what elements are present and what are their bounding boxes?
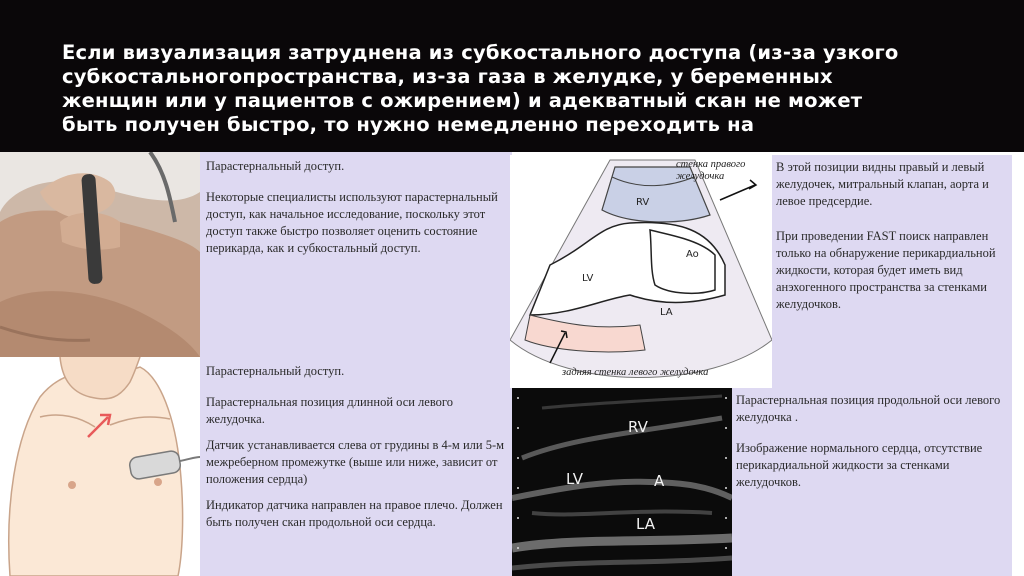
- panel-top-right-p2: При проведении FAST поиск направлен только на обнаружение перикардиальной жидкости, которая будет иметь вид анэхогенного пространства за стенками желудочков.: [776, 229, 996, 311]
- label-rv: RV: [636, 197, 650, 208]
- panel-top-left: [200, 152, 512, 357]
- header-text: Если визуализация затруднена из субкостального доступа (из-за узкого субкостальногопространства, из-за газа в желудке, у беременных женщин или у пациентов с ожирением) и адекватный скан не может быть получен быстро, то нужно немедленно переходить на: [62, 41, 899, 136]
- torso-illustration: [0, 357, 200, 576]
- panel-top-right-p1: В этой позиции видны правый и левый желудочек, митральный клапан, аорта и левое предсердие.: [776, 160, 989, 208]
- echo-label-a: A: [654, 472, 665, 490]
- panel-bottom-left-title: Парастернальный доступ.: [206, 364, 345, 378]
- heart-diagram: [510, 155, 772, 388]
- echo-label-la: LA: [636, 515, 655, 533]
- panel-top-left-title: Парастернальный доступ.: [206, 159, 345, 173]
- panel-bottom-left-p1: Парастернальная позиция длинной оси левого желудочка.: [206, 395, 453, 426]
- label-wall-right: стенка правого желудочка: [676, 159, 746, 182]
- label-ao: Ao: [686, 249, 699, 260]
- echo-label-rv: RV: [628, 418, 648, 436]
- panel-bottom-right-p2: Изображение нормального сердца, отсутствие перикардиальной жидкости за стенками желудочков.: [736, 441, 983, 489]
- panel-bottom-right-p1: Парастернальная позиция продольной оси левого желудочка .: [736, 393, 1001, 424]
- panel-top-right: [772, 155, 1012, 388]
- label-posterior-wall: задняя стенка левого желудочка: [562, 367, 709, 378]
- panel-bottom-left-p3: Индикатор датчика направлен на правое плечо. Должен быть получен скан продольной оси сердца.: [206, 498, 503, 529]
- label-la: LA: [660, 307, 673, 318]
- echo-image: [512, 388, 732, 576]
- header-band: [0, 0, 1024, 152]
- panel-top-left-body: Некоторые специалисты используют парастернальный доступ, как начальное исследование, поскольку этот доступ также быстро позволяет оценить состояние перикарда, как и субкостальный доступ.: [206, 190, 498, 255]
- panel-bottom-left: [200, 357, 512, 576]
- panel-bottom-left-p2: Датчик устанавливается слева от грудины в 4-м или 5-м межреберном промежутке (выше или ниже, зависит от положения сердца): [206, 438, 505, 486]
- label-lv: LV: [582, 273, 594, 284]
- echo-label-lv: LV: [566, 470, 583, 488]
- panel-bottom-right: [732, 388, 1012, 576]
- probe-photo: [0, 152, 200, 357]
